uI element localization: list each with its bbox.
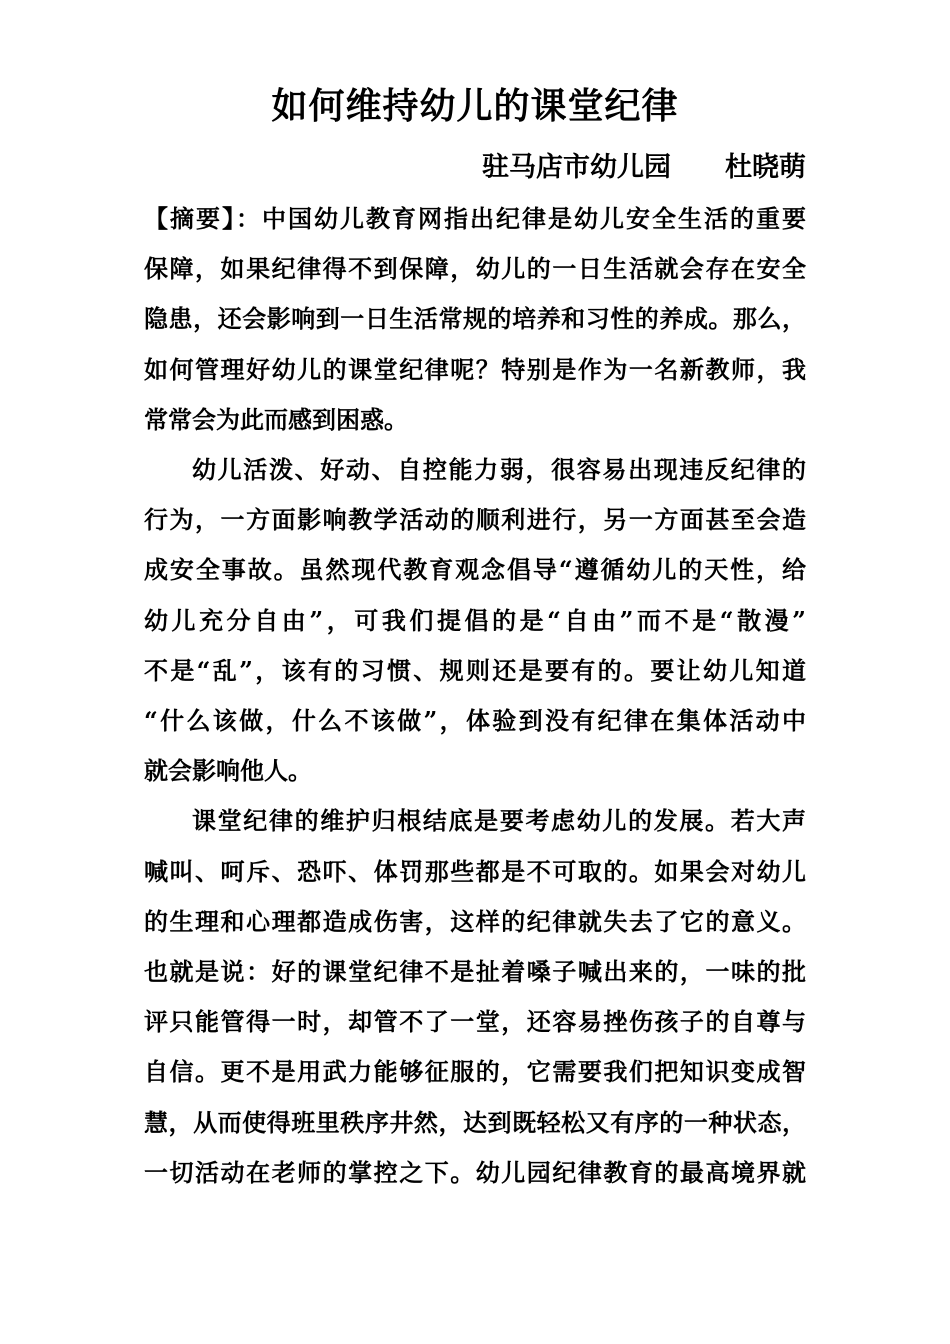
author-byline: 驻马店市幼儿园 杜晓萌 [482, 152, 806, 183]
text-line: 不是“乱”，该有的习惯、规则还是要有的。要让幼儿知道 [144, 655, 806, 685]
text-line: 隐患，还会影响到一日生活常规的培养和习性的养成。那么， [144, 304, 806, 334]
text-line: 一切活动在老师的掌控之下。幼儿园纪律教育的最高境界就 [144, 1157, 806, 1187]
text-line: 如何管理好幼儿的课堂纪律呢？特别是作为一名新教师，我 [144, 354, 806, 384]
text-line: 的生理和心理都造成伤害，这样的纪律就失去了它的意义。 [144, 906, 806, 936]
text-line: 喊叫、呵斥、恐吓、体罚那些都是不可取的。如果会对幼儿 [144, 856, 806, 886]
text-line: 保障，如果纪律得不到保障，幼儿的一日生活就会存在安全 [144, 254, 806, 284]
text-line: 常常会为此而感到困惑。 [144, 404, 408, 434]
text-line: 幼儿活泼、好动、自控能力弱，很容易出现违反纪律的 [192, 455, 806, 485]
text-line: 幼儿充分自由”，可我们提倡的是“自由”而不是“散漫” [144, 605, 806, 635]
text-line: 也就是说：好的课堂纪律不是扯着嗓子喊出来的，一味的批 [144, 957, 806, 987]
paragraph-3 [144, 796, 806, 1198]
text-line: 课堂纪律的维护归根结底是要考虑幼儿的发展。若大声 [192, 806, 806, 836]
text-line: 【摘要】：中国幼儿教育网指出纪律是幼儿安全生活的重要 [144, 204, 806, 233]
text-line: 慧，从而使得班里秩序井然，达到既轻松又有序的一种状态， [144, 1107, 806, 1137]
text-line: 行为，一方面影响教学活动的顺利进行，另一方面甚至会造 [144, 505, 806, 535]
paragraph-2 [144, 445, 806, 796]
text-line: 就会影响他人。 [144, 756, 312, 786]
paragraph-abstract [144, 194, 806, 445]
text-line: 评只能管得一时，却管不了一堂，还容易挫伤孩子的自尊与 [144, 1007, 806, 1037]
document-body [144, 194, 806, 1198]
text-line: 自信。更不是用武力能够征服的，它需要我们把知识变成智 [144, 1057, 806, 1087]
text-line: “什么该做，什么不该做”，体验到没有纪律在集体活动中 [144, 706, 806, 736]
document-title: 如何维持幼儿的课堂纪律 [271, 85, 679, 127]
text-line: 成安全事故。虽然现代教育观念倡导“遵循幼儿的天性，给 [144, 555, 806, 585]
